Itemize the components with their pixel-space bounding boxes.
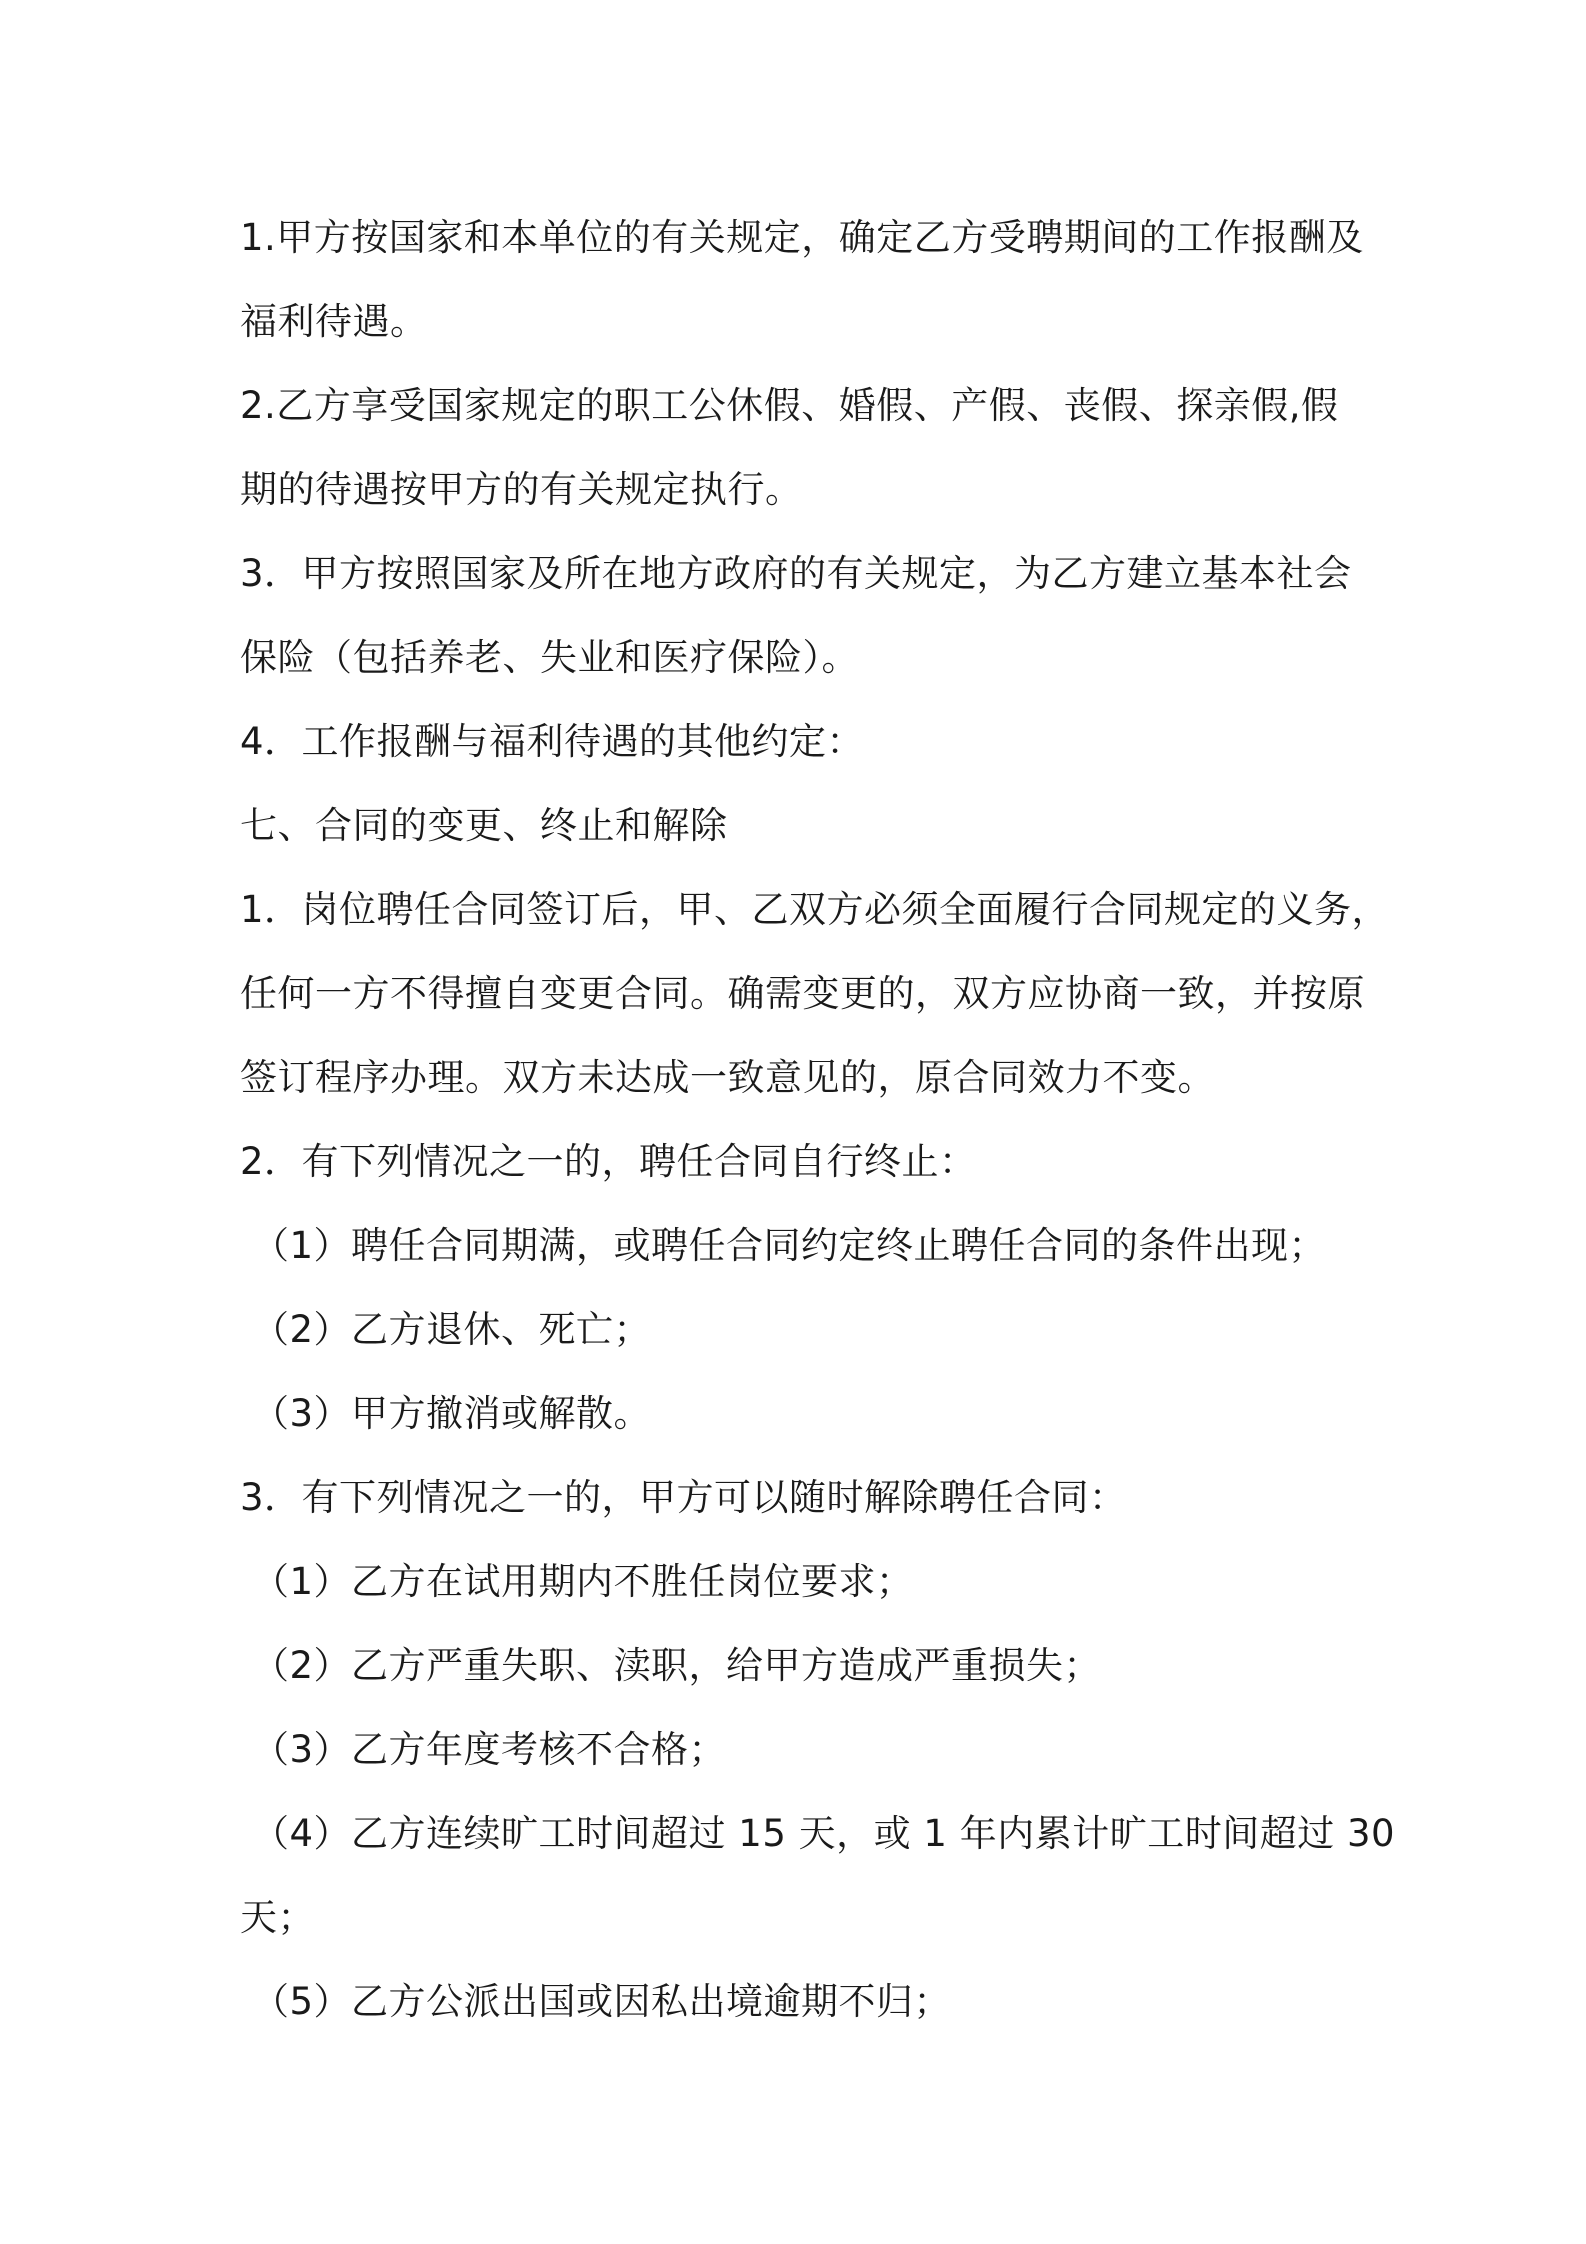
paragraph-line: 1.甲方按国家和本单位的有关规定，确定乙方受聘期间的工作报酬及 bbox=[240, 216, 1364, 259]
paragraph-line: 期的待遇按甲方的有关规定执行。 bbox=[240, 468, 803, 511]
paragraph-line: 4．工作报酬与福利待遇的其他约定： bbox=[240, 720, 865, 763]
list-item: （2）乙方退休、死亡； bbox=[252, 1308, 652, 1351]
list-item: （1）聘任合同期满，或聘任合同约定终止聘任合同的条件出现； bbox=[252, 1224, 1327, 1267]
list-item: （1）乙方在试用期内不胜任岗位要求； bbox=[252, 1560, 914, 1603]
paragraph-line: 2．有下列情况之一的，聘任合同自行终止： bbox=[240, 1140, 977, 1183]
paragraph-line: 保险（包括养老、失业和医疗保险）。 bbox=[240, 636, 859, 679]
paragraph-line: 福利待遇。 bbox=[240, 300, 428, 343]
list-item-continuation: 天； bbox=[240, 1896, 315, 1939]
list-item: （5）乙方公派出国或因私出境逾期不归； bbox=[252, 1980, 952, 2023]
paragraph-line: 1．岗位聘任合同签订后，甲、乙双方必须全面履行合同规定的义务， bbox=[240, 888, 1390, 931]
list-item: （3）甲方撤消或解散。 bbox=[252, 1392, 652, 1435]
section-heading: 七、合同的变更、终止和解除 bbox=[240, 804, 728, 847]
list-item: （3）乙方年度考核不合格； bbox=[252, 1728, 727, 1771]
paragraph-line: 任何一方不得擅自变更合同。确需变更的，双方应协商一致，并按原 bbox=[240, 972, 1365, 1015]
document-body bbox=[240, 196, 1396, 2044]
list-item: （4）乙方连续旷工时间超过 15 天，或 1 年内累计旷工时间超过 30 bbox=[252, 1812, 1396, 1855]
paragraph-line: 签订程序办理。双方未达成一致意见的，原合同效力不变。 bbox=[240, 1056, 1215, 1099]
list-item: （2）乙方严重失职、渎职，给甲方造成严重损失； bbox=[252, 1644, 1102, 1687]
paragraph-line: 2.乙方享受国家规定的职工公休假、婚假、产假、丧假、探亲假,假 bbox=[240, 384, 1339, 427]
paragraph-line: 3．甲方按照国家及所在地方政府的有关规定，为乙方建立基本社会 bbox=[240, 552, 1352, 595]
paragraph-line: 3．有下列情况之一的，甲方可以随时解除聘任合同： bbox=[240, 1476, 1127, 1519]
